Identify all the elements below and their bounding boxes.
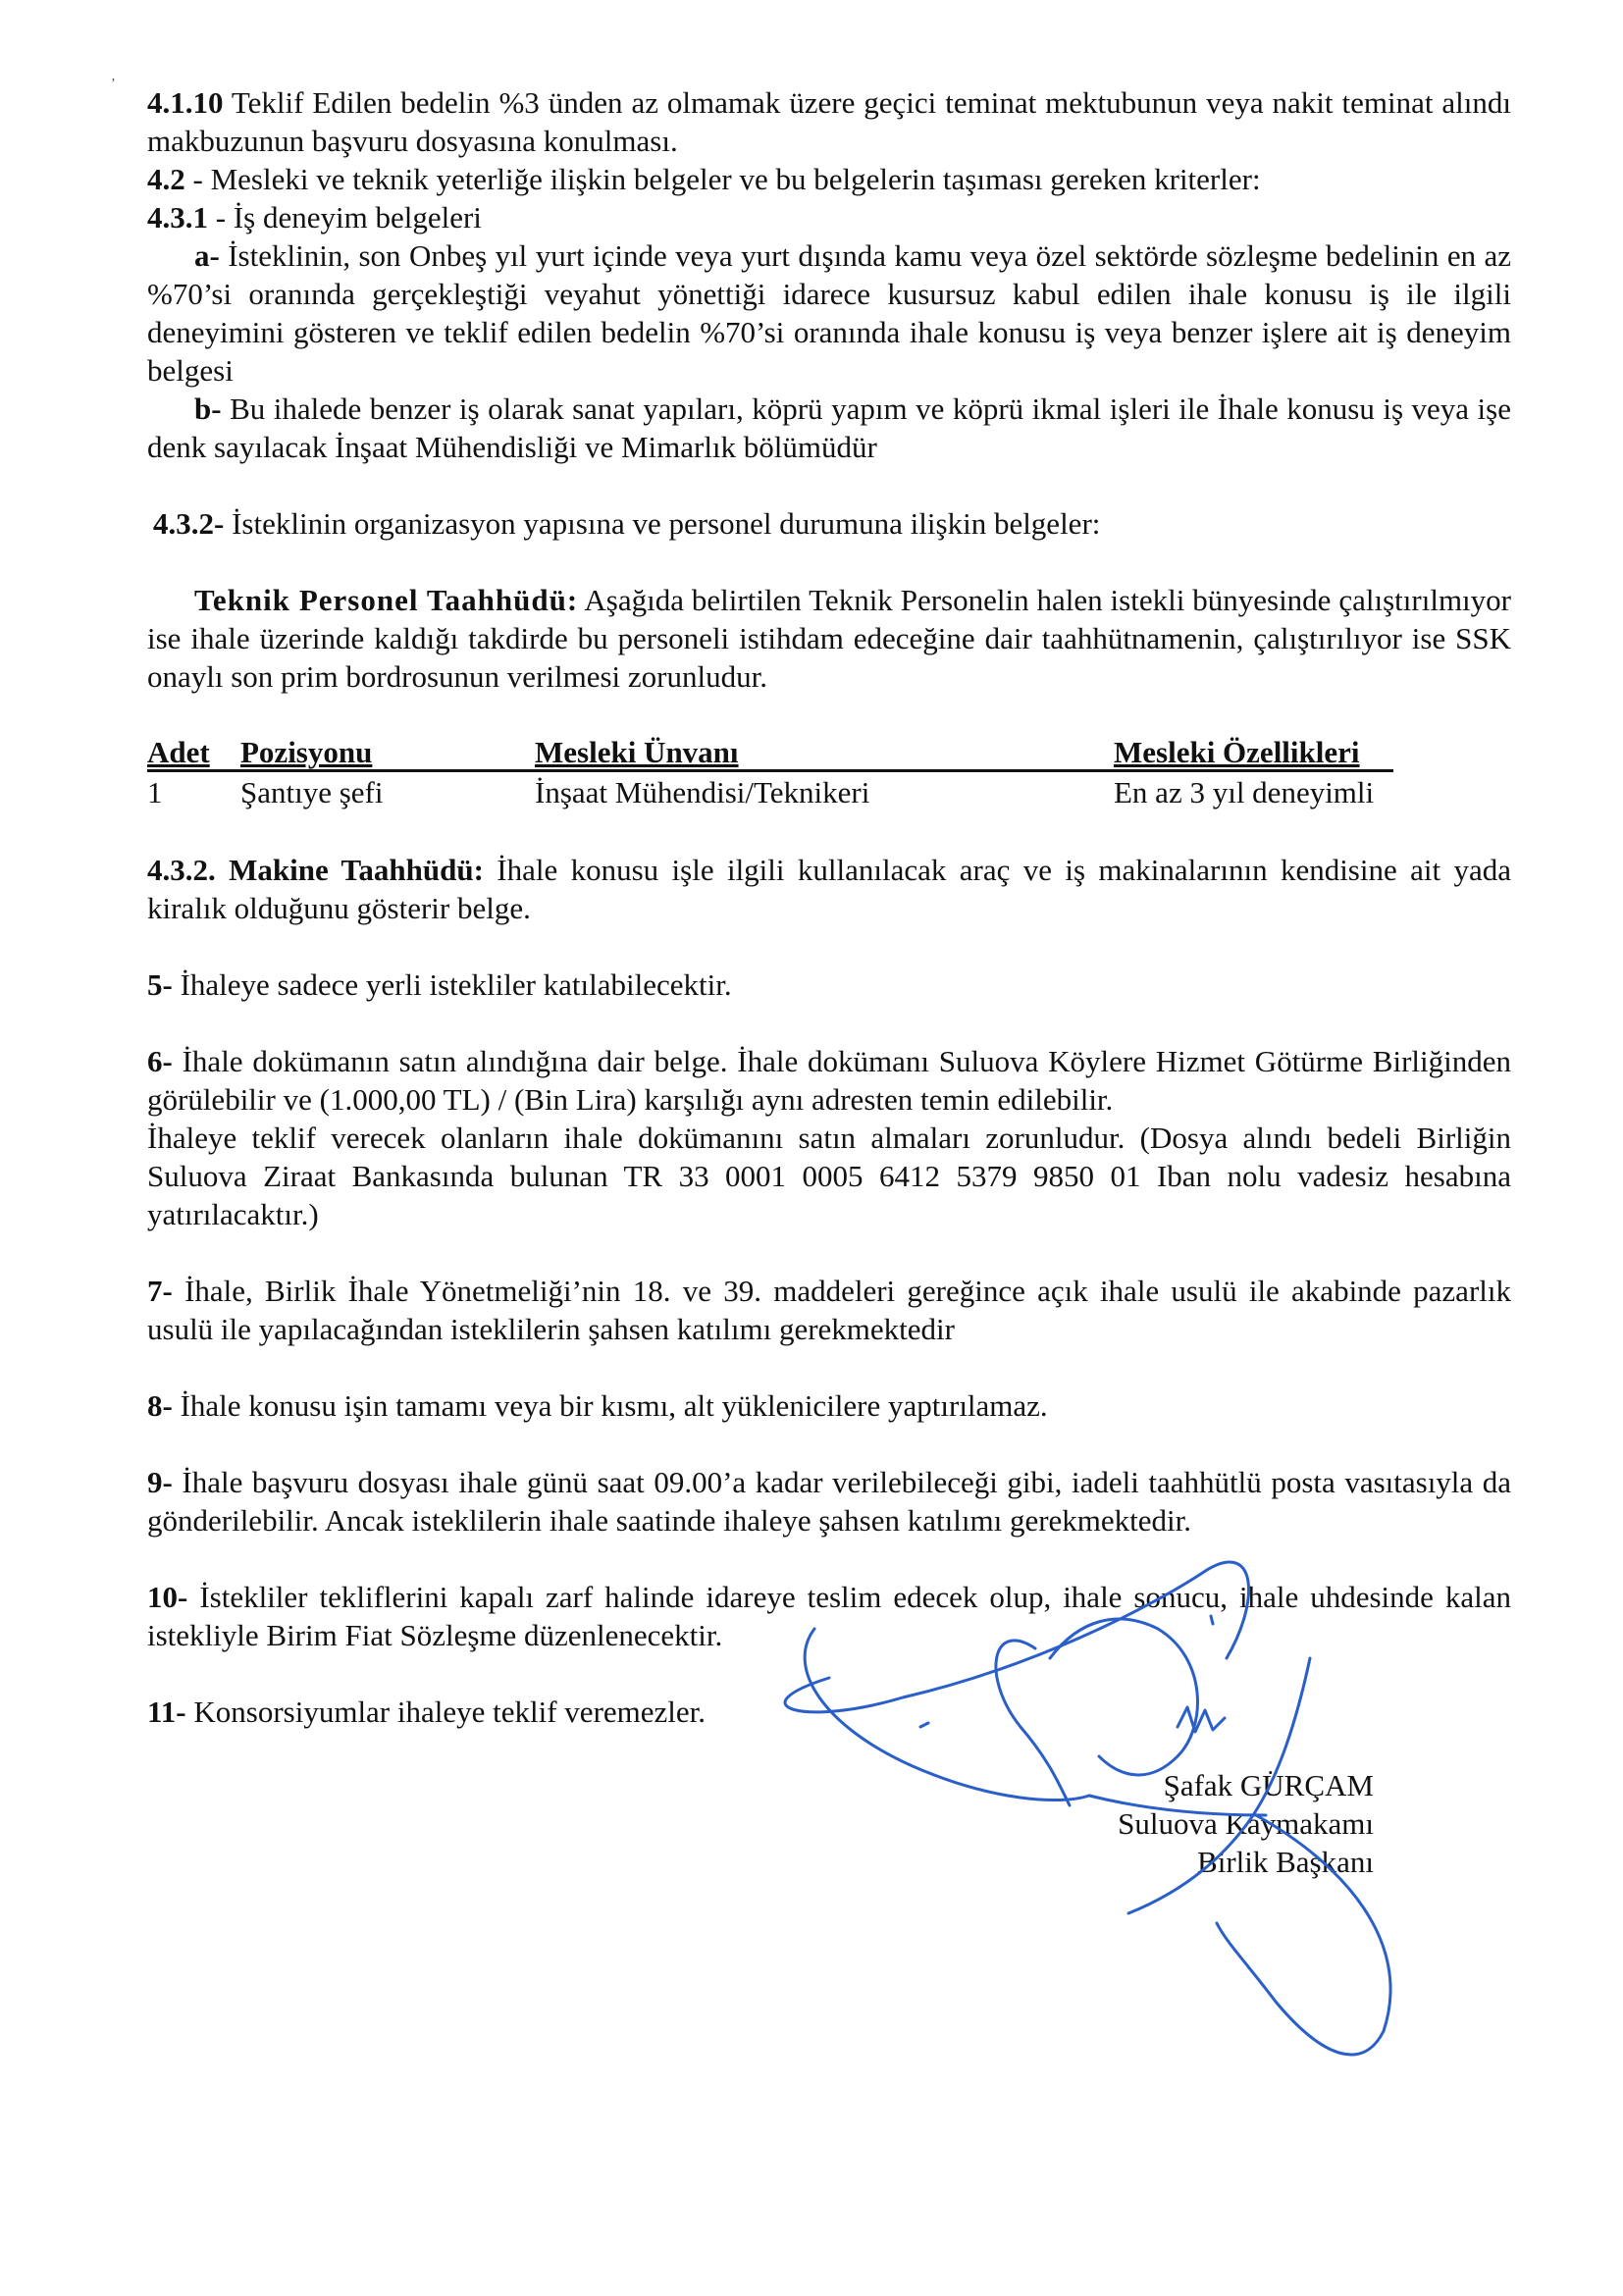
corner-mark: ’ [111,77,116,91]
clause-10 [147,1578,1511,1654]
clause-4-2 [147,160,1511,198]
clause-6 [147,1042,1511,1119]
cell-unvan: İnşaat Mühendisi/Teknikeri [535,775,870,809]
clause-number: 7- [147,1274,173,1308]
item-label: a- [194,238,220,273]
clause-number: 8- [147,1388,173,1423]
clause-number: 9- [147,1465,173,1499]
clause-makine [147,851,1511,927]
item-a [147,236,1511,390]
cell-adet: 1 [147,775,163,809]
clause-7 [147,1272,1511,1348]
col-pozisyon: Pozisyonu [240,736,535,771]
teknik-personel-label: Teknik Personel Taahhüdü: [194,583,579,617]
clause-4-1-10 [147,83,1511,160]
clause-text: Teklif Edilen bedelin %3 ünden az olmamak üzere geçici teminat mektubunun veya nakit teminat alındı makbuzunun başvuru dosyasına konulması. [147,85,1511,158]
col-adet: Adet [147,736,240,771]
item-text: Bu ihalede benzer iş olarak sanat yapıları, köprü yapım ve köprü ikmal işleri ile İhale konusu iş veya işe denk sayılacak İnşaat Mühendisliği ve Mimarlık bölümüdür [147,391,1511,464]
clause-text: İhale dokümanın satın alındığına dair belge. İhale dokümanı Suluova Köylere Hizmet Götürme Birliğinden görülebilir ve (1.000,00 TL) / (Bin Lira) karşılığı aynı adresten temin edilebilir. [147,1044,1511,1117]
col-unvan: Mesleki Ünvanı [535,736,1114,771]
clause-4-3-2 [153,504,1511,543]
clause-number: 6- [147,1044,173,1078]
clause-9 [147,1463,1511,1539]
signatory-name: Şafak GÜRÇAM [1163,1768,1374,1802]
clause-number: 4.3.1 [147,200,208,235]
signatory-role: Birlik Başkanı [1197,1845,1374,1879]
signatory-block [1089,1766,1374,1881]
item-label: b- [194,391,222,426]
clause-text: İsteklinin organizasyon yapısına ve personel durumuna ilişkin belgeler: [232,506,1101,541]
clause-text: İstekliler tekliflerini kapalı zarf halinde idareye teslim edecek olup, ihale sonucu, ihale uhdesinde kalan istekliyle Birim Fiat Sözleşme düzenlenecektir. [147,1580,1512,1652]
clause-number: 4.1.10 [147,85,224,120]
table-header-row [147,736,1393,771]
clause-number: 4.2 [147,162,185,196]
clause-number: 4.3.2. [147,853,216,887]
clause-number: 4.3.2- [153,506,225,541]
clause-11 [147,1693,1511,1731]
signatory-title: Suluova Kaymakamı [1118,1806,1374,1841]
table-row [147,771,1393,811]
cell-pozisyon: Şantıye şefi [240,775,384,809]
makine-label: Makine Taahhüdü: [229,853,484,887]
item-b [147,390,1511,466]
clause-text: - İş deneyim belgeleri [215,200,482,235]
document-body [147,83,1511,1731]
clause-text: Konsorsiyumlar ihaleye teklif veremezler. [193,1695,707,1729]
item-text: İsteklinin, son Onbeş yıl yurt içinde veya yurt dışında kamu veya özel sektörde sözleşme bedelinin en az %70’si oranında gerçekleştiği veyahut yönettiği idarece kusursuz kabul edilen ihale konusu iş ile ilgili deneyimini gösteren ve teklif edilen bedelin %70’si oranında ihale konusu iş veya benzer işlere ait iş deneyim belgesi [147,238,1511,388]
staff-table [147,736,1393,810]
clause-4-3-1 [147,198,1511,236]
teknik-personel-text: Aşağıda belirtilen Teknik Personelin halen istekli bünyesinde çalıştırılmıyor ise ihale üzerinde kaldığı takdirde bu personeli istihdam edeceğine dair taahhütnamenin, çalıştırılıyor ise SSK onaylı son prim bordrosunun verilmesi zorunludur. [147,583,1511,694]
clause-text: İhale konusu işle ilgili kullanılacak araç ve iş makinalarının kendisine ait yada kiralık olduğunu gösterir belge. [147,853,1511,925]
clause-text: İhale, Birlik İhale Yönetmeliği’nin 18. ve 39. maddeleri gereğince açık ihale usulü ile akabinde pazarlık usulü ile yapılacağından isteklilerin şahsen katılımı gerekmektedir [147,1274,1511,1346]
clause-text: - Mesleki ve teknik yeterliğe ilişkin belgeler ve bu belgelerin taşıması gereken kriterler: [192,162,1261,196]
clause-number: 10- [147,1580,188,1614]
clause-text: İhale konusu işin tamamı veya bir kısmı, alt yüklenicilere yaptırılamaz. [180,1388,1048,1423]
clause-text: İhaleye sadece yerli istekliler katılabilecektir. [180,967,732,1002]
clause-number: 11- [147,1695,186,1729]
clause-number: 5- [147,967,173,1002]
clause-5 [147,965,1511,1004]
cell-ozellik: En az 3 yıl deneyimli [1114,775,1375,809]
clause-text: İhale başvuru dosyası ihale günü saat 09.00’a kadar verilebileceği gibi, iadeli taahhütlü posta vasıtasıyla da gönderilebilir. Ancak isteklilerin ihale saatinde ihaleye şahsen katılımı gerekmektedir. [147,1465,1512,1538]
teknik-personel-paragraph [147,581,1511,696]
clause-8 [147,1386,1511,1425]
clause-6-continued: İhaleye teklif verecek olanların ihale dokümanını satın almaları zorunludur. (Dosya alındı bedeli Birliğin Suluova Ziraat Bankasında bulunan TR 33 0001 0005 6412 5379 9850 01 Iban nolu vadesiz hesabına yatırılacaktır.) [147,1121,1511,1231]
col-ozellik: Mesleki Özellikleri [1114,736,1393,771]
